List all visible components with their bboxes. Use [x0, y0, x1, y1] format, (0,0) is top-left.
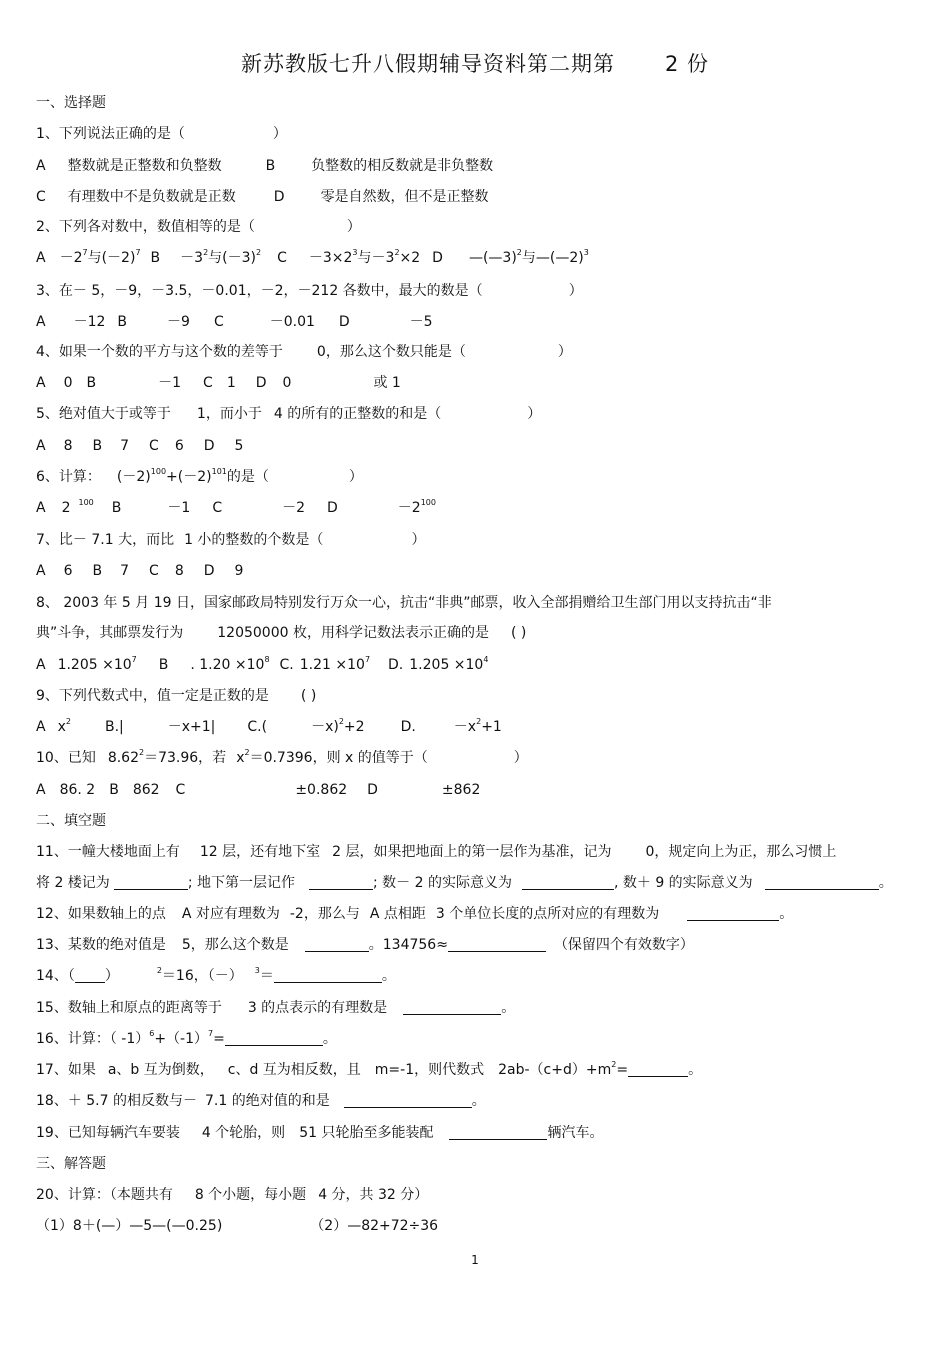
- answer-blank[interactable]: [449, 1125, 547, 1140]
- question-5: 5、绝对值大于或等于 1，而小于 4 的所有的正整数的和是（ ）: [36, 406, 542, 422]
- question-3-options: A －12 B －9 C －0.01 D －5: [36, 314, 433, 330]
- question-6-options: A 2 $^{100}$ B －1 C －2 $D -2^{100}$: [36, 498, 436, 516]
- question-7: 7、比－ 7.1 大，而比 1 小的整数的个数是（ ）: [36, 532, 426, 548]
- answer-blank[interactable]: [274, 968, 382, 983]
- question-20-parts: （1）8＋(—）—5—(—0.25) （2）—82+72÷36: [36, 1218, 439, 1234]
- question-1-options-ab: A 整数就是正整数和负整数 B 负整数的相反数就是非负整数: [36, 158, 494, 174]
- question-7-options: A 6 B 7 C 8 D 9: [36, 563, 244, 579]
- question-10-options: A 86. 2 B 862 C ±0.862 D ±862: [36, 782, 481, 798]
- question-13: 13、某数的绝对值是 5，那么这个数是 。134756≈ （保留四个有效数字）: [36, 937, 694, 953]
- page-number: 1: [471, 1253, 479, 1267]
- question-6: 6、计算： $(-2)^{100}+(-2)^{101}$的是（ ）: [36, 467, 363, 485]
- answer-blank[interactable]: [687, 906, 779, 921]
- section-heading-fill: 二、填空题: [36, 813, 106, 829]
- answer-blank[interactable]: [75, 968, 105, 983]
- answer-blank[interactable]: [114, 875, 188, 890]
- question-15: 15、数轴上和原点的距离等于 3 的点表示的有理数是 。: [36, 1000, 516, 1016]
- question-12: 12、如果数轴上的点 A 对应有理数为 -2，那么与 A 点相距 3 个单位长度的点所对应的有理数为 。: [36, 906, 794, 922]
- question-2-options: $A -2^7$与$(-2)^7$ $B -3^2$与$(-3)^2$ $C -3\times 2^3$与$-3^2\times 2$ D —(—3)$^2$与—(—2)$^3$: [36, 248, 589, 266]
- question-4: 4、如果一个数的平方与这个数的差等于 0，那么这个数只能是（ ）: [36, 344, 572, 360]
- question-5-options: A 8 B 7 C 6 D 5: [36, 438, 244, 454]
- section-heading-solve: 三、解答题: [36, 1156, 106, 1172]
- question-2: 2、下列各对数中，数值相等的是（ ）: [36, 219, 361, 235]
- question-11-line-2: 将 2 楼记为 ; 地下第一层记作 ; 数－ 2 的实际意义为 , 数＋ 9 的实际意义为 。: [36, 875, 893, 891]
- question-1: 1、下列说法正确的是（ ）: [36, 126, 287, 142]
- question-18: 18、＋ 5.7 的相反数与－ 7.1 的绝对值的和是 。: [36, 1093, 486, 1109]
- answer-blank[interactable]: [448, 937, 546, 952]
- question-9: 9、下列代数式中，值一定是正数的是 ( ): [36, 688, 317, 704]
- question-4-options: A 0 B －1 C 1 D 0 或 1: [36, 375, 401, 391]
- answer-blank[interactable]: [344, 1093, 472, 1108]
- title-main: 新苏教版七升八假期辅导资料第二期第: [240, 52, 615, 76]
- answer-blank[interactable]: [403, 1000, 501, 1015]
- answer-blank[interactable]: [225, 1031, 323, 1046]
- question-3: 3、在－ 5，－9，－3.5，－0.01，－2，－212 各数中，最大的数是（ ）: [36, 283, 583, 299]
- answer-blank[interactable]: [765, 875, 879, 890]
- question-8-line-1: 8、 2003 年 5 月 19 日，国家邮政局特别发行万众一心，抗击“非典”邮票，收入全部捐赠给卫生部门用以支持抗击“非: [36, 595, 772, 611]
- answer-blank[interactable]: [522, 875, 614, 890]
- answer-blank[interactable]: [305, 937, 369, 952]
- question-16: 16、计算：（ $-1)^6+(-1)^7=$ 。: [36, 1029, 337, 1047]
- question-8-options: A $1.205 \times 10^7$ B . $1.20 \times 10^8$ C. $1.21 \times 10^7$ D. $1.205 \times 10^4$: [36, 655, 489, 673]
- answer-blank[interactable]: [309, 875, 373, 890]
- question-14: 14、（ ） $^2$＝16，（－） $^3$＝ 。: [36, 966, 396, 984]
- question-20: 20、计算：（本题共有 8 个小题，每小题 4 分，共 32 分）: [36, 1187, 429, 1203]
- question-19: 19、已知每辆汽车要装 4 个轮胎，则 51 只轮胎至多能装配 辆汽车。: [36, 1125, 604, 1141]
- title-suffix: 2 份: [664, 52, 710, 76]
- page-title: [0, 48, 950, 78]
- question-9-options: A $x^2$ B.| －x+1| $C.( -x)^2+2$ D. $-x^2+1$: [36, 717, 502, 735]
- question-11-line-1: 11、一幢大楼地面上有 12 层，还有地下室 2 层，如果把地面上的第一层作为基准，记为 0，规定向上为正，那么习惯上: [36, 844, 837, 860]
- question-10: 10、已知 $8.62^2=73.96$，若 $x^2=0.7396$，则 x 的值等于（ ）: [36, 748, 528, 766]
- question-1-options-cd: C 有理数中不是负数就是正数 D 零是自然数，但不是正整数: [36, 189, 489, 205]
- answer-blank[interactable]: [628, 1062, 688, 1077]
- section-heading-choice: 一、选择题: [36, 95, 106, 111]
- question-17: 17、如果 a、b 互为倒数， c、d 互为相反数，且 m=-1，则代数式 $2ab-(c+d)+m^2=$ 。: [36, 1060, 703, 1078]
- question-8-line-2: 典”斗争，其邮票发行为 12050000 枚，用科学记数法表示正确的是 ( ): [36, 625, 527, 641]
